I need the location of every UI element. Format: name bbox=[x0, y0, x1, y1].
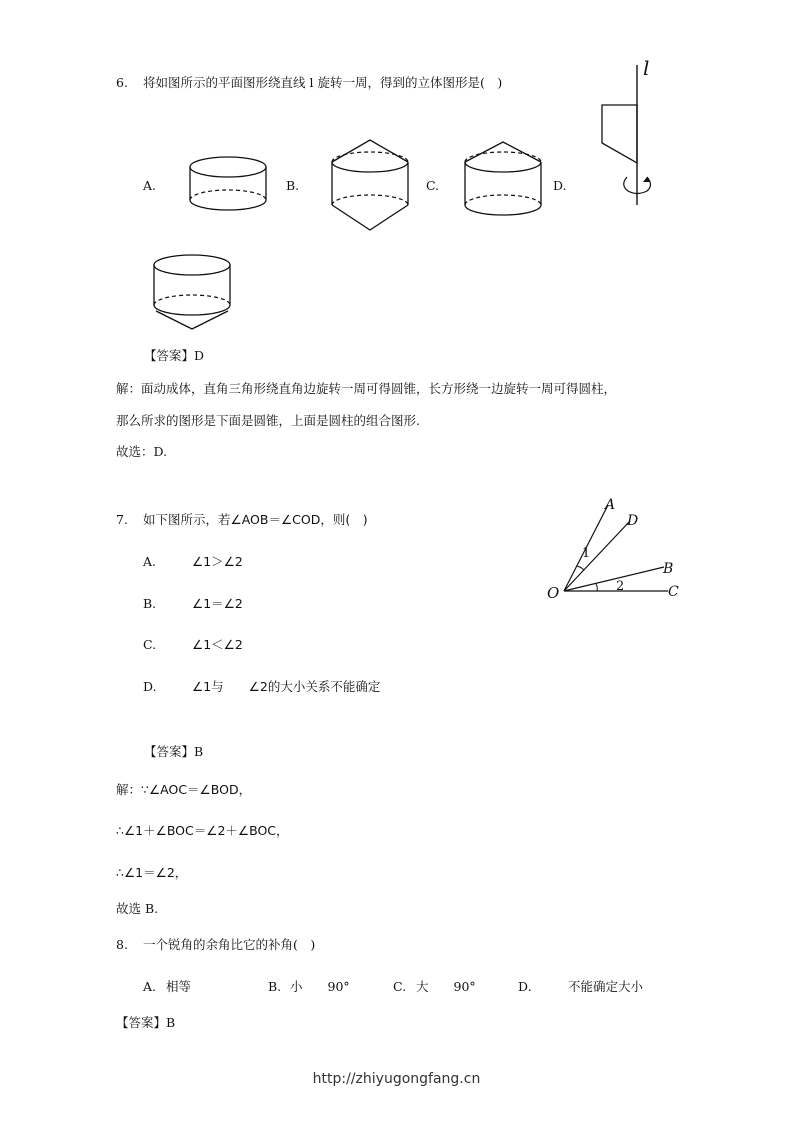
q6-option-b-figure bbox=[328, 135, 418, 235]
q8-option-c-letter: C. bbox=[393, 979, 407, 994]
axis-label-l: l bbox=[643, 56, 650, 80]
q7-option-d-text: ∠1与 ∠2的大小关系不能确定 bbox=[192, 679, 381, 694]
angle-label-2: 2 bbox=[616, 579, 625, 594]
q8-answer: 【答案】B bbox=[116, 1015, 176, 1030]
q6-option-a: A. bbox=[143, 178, 157, 193]
q8-option-a-text: 相等 bbox=[166, 979, 192, 994]
point-label-b: B bbox=[663, 561, 674, 577]
point-label-d: D bbox=[627, 513, 639, 529]
q6-option-a-figure bbox=[185, 150, 275, 220]
q8-option-a-letter: A. bbox=[143, 979, 157, 994]
q7-conclusion: 故选 B. bbox=[116, 901, 159, 916]
q8-stem: 一个锐角的余角比它的补角( ) bbox=[143, 937, 316, 952]
q7-option-b-text: ∠1＝∠2 bbox=[192, 596, 243, 611]
q7-explanation-line-2: ∴∠1＋∠BOC＝∠2＋∠BOC， bbox=[116, 823, 289, 838]
q7-number: 7. bbox=[116, 512, 128, 527]
q8-option-d-text: 不能确定大小 bbox=[568, 979, 644, 994]
q7-explanation-line-3: ∴∠1＝∠2， bbox=[116, 865, 188, 880]
q6-reference-figure bbox=[590, 55, 670, 215]
q7-option-a-text: ∠1＞∠2 bbox=[192, 554, 243, 569]
angle-label-1: 1 bbox=[582, 546, 591, 561]
q7-option-a-letter: A. bbox=[143, 554, 157, 569]
q7-option-c-text: ∠1＜∠2 bbox=[192, 637, 243, 652]
q6-option-d-figure bbox=[150, 250, 240, 335]
q7-answer: 【答案】B bbox=[144, 744, 204, 759]
q7-stem: 如下图所示，若∠AOB＝∠COD，则( ) bbox=[143, 512, 368, 527]
q8-option-b-letter: B. bbox=[268, 979, 282, 994]
q8-number: 8. bbox=[116, 937, 128, 952]
q6-option-c: C. bbox=[426, 178, 440, 193]
q6-conclusion: 故选：D. bbox=[116, 444, 168, 459]
q6-option-d: D. bbox=[553, 178, 567, 193]
q6-explanation-line-2: 那么所求的图形是下面是圆锥，上面是圆柱的组合图形. bbox=[116, 413, 420, 428]
q6-explanation-line-1: 解：面动成体，直角三角形绕直角边旋转一周可得圆锥，长方形绕一边旋转一周可得圆柱， bbox=[116, 381, 617, 396]
q6-number: 6. bbox=[116, 75, 128, 90]
q7-option-b-letter: B. bbox=[143, 596, 157, 611]
q6-option-b: B. bbox=[286, 178, 300, 193]
q7-option-d-letter: D. bbox=[143, 679, 157, 694]
q6-option-c-figure bbox=[461, 135, 551, 225]
point-label-c: C bbox=[668, 584, 679, 600]
q8-option-c-text: 大 90° bbox=[416, 979, 476, 994]
point-label-a: A bbox=[605, 497, 616, 513]
q7-option-c-letter: C. bbox=[143, 637, 157, 652]
q8-option-b-text: 小 90° bbox=[290, 979, 350, 994]
point-label-o: O bbox=[547, 584, 560, 602]
q6-stem: 将如图所示的平面图形绕直线 l 旋转一周，得到的立体图形是( ) bbox=[143, 75, 503, 90]
q7-explanation-line-1: 解：∵∠AOC＝∠BOD， bbox=[116, 782, 252, 797]
q6-answer: 【答案】D bbox=[144, 348, 205, 363]
footer-url: http://zhiyugongfang.cn bbox=[312, 1071, 481, 1087]
q8-option-d-letter: D. bbox=[518, 979, 532, 994]
